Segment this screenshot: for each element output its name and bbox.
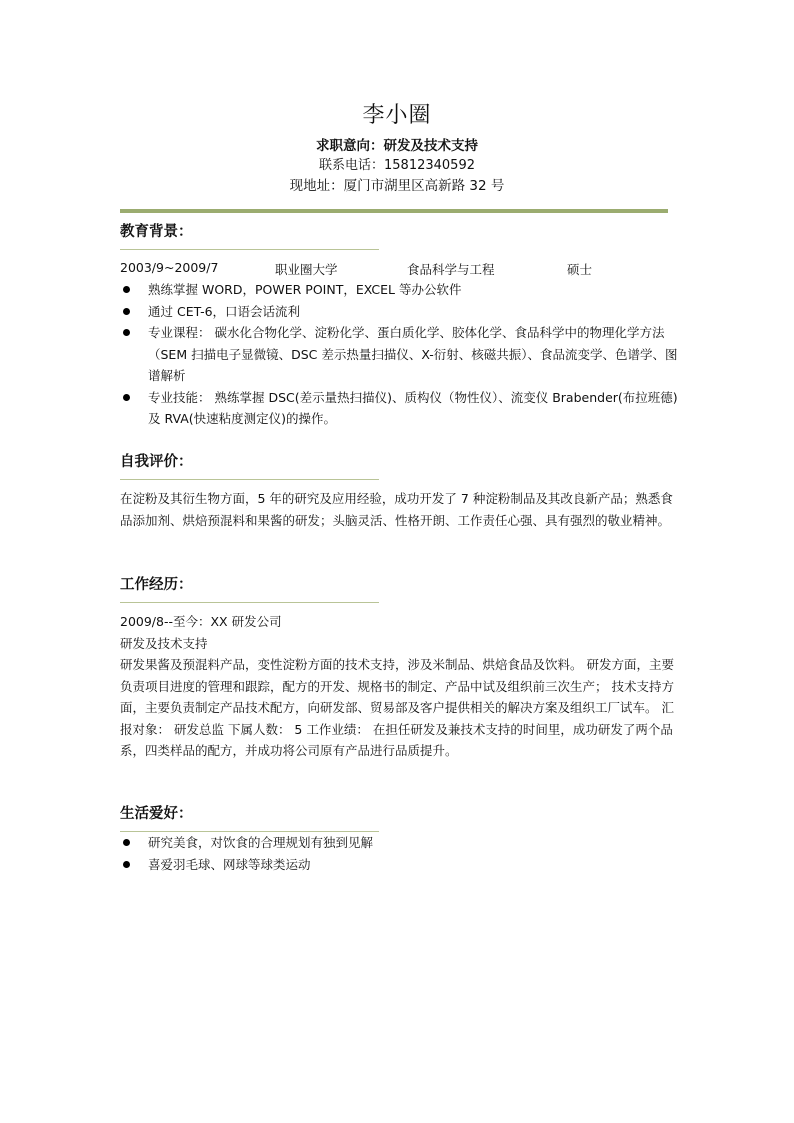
self-evaluation-section: [120, 451, 680, 531]
self-evaluation-title: 自我评价：: [120, 454, 193, 470]
bullet-icon: [123, 861, 130, 868]
list-item: 喜爱羽毛球、网球等球类运动: [120, 854, 680, 876]
bullet-icon: [123, 286, 130, 293]
bullet-icon: [123, 394, 130, 401]
bullet-icon: [123, 839, 130, 846]
contact-phone: 联系电话：15812340592: [319, 158, 475, 173]
education-row: [120, 258, 680, 279]
bullet-icon: [123, 308, 130, 315]
header-divider: [120, 209, 668, 213]
self-evaluation-divider: [120, 479, 379, 480]
education-bullet-list: [120, 279, 680, 430]
work-experience-divider: [120, 602, 379, 603]
hobbies-title: 生活爱好：: [120, 806, 193, 822]
education-period: 2003/9~2009/7: [120, 260, 219, 275]
education-major: 食品科学与工程: [407, 262, 495, 277]
list-item: 专业课程： 碳水化合物化学、淀粉化学、蛋白质化学、胶体化学、食品科学中的物理化学方法（SEM 扫描电子显微镜、DSC 差示热量扫描仪、X-衍射、核磁共振）、食品流变学、色谱学、图谱解析: [120, 322, 680, 387]
list-item: 研究美食，对饮食的合理规划有独到见解: [120, 832, 680, 854]
education-title: 教育背景：: [120, 224, 193, 240]
list-item: 专业技能： 熟练掌握 DSC(差示量热扫描仪)、质构仪（物性仪）、流变仪 Brabender(布拉班德)及 RVA(快速粘度测定仪)的操作。: [120, 387, 680, 430]
education-section: [120, 221, 680, 430]
current-address: 现地址：厦门市湖里区高新路 32 号: [289, 178, 505, 194]
self-evaluation-text: 在淀粉及其衍生物方面，5 年的研究及应用经验，成功开发了 7 种淀粉制品及其改良新产品；熟悉食品添加剂、烘焙预混料和果酱的研发；头脑灵活、性格开朗、工作责任心强、具有强烈的敬业精神。: [120, 491, 673, 528]
candidate-name: 李小圈: [362, 103, 432, 128]
resume-header: [0, 100, 794, 197]
work-experience-title: 工作经历：: [120, 577, 193, 593]
work-description: 研发果酱及预混料产品，变性淀粉方面的技术支持，涉及米制品、烘焙食品及饮料。 研发方面，主要负责项目进度的管理和跟踪，配方的开发、规格书的制定、产品中试及组织前三次生产； 技术支持方面，主要负责制定产品技术配方，向研发部、贸易部及客户提供相关的解决方案及组织工厂试车。 汇报对象： 研发总监 下属人数： 5 工作业绩： 在担任研发及兼技术支持的时间里，成功研发了两个品系，四类样品的配方，并成功将公司原有产品进行品质提升。: [120, 657, 674, 758]
list-item: 熟练掌握 WORD，POWER POINT，EXCEL 等办公软件: [120, 279, 680, 301]
education-degree: 硕士: [567, 262, 593, 277]
education-school: 职业圈大学: [275, 262, 338, 277]
hobbies-bullet-list: [120, 832, 680, 875]
bullet-icon: [123, 329, 130, 336]
list-item: 通过 CET-6，口语会话流利: [120, 301, 680, 323]
education-divider: [120, 249, 379, 250]
work-position: 研发及技术支持: [120, 635, 208, 651]
job-objective: 求职意向：研发及技术支持: [316, 138, 478, 154]
hobbies-section: [120, 803, 680, 875]
work-experience-section: [120, 574, 680, 762]
work-period-company: 2009/8--至今：XX 研发公司: [120, 614, 282, 629]
